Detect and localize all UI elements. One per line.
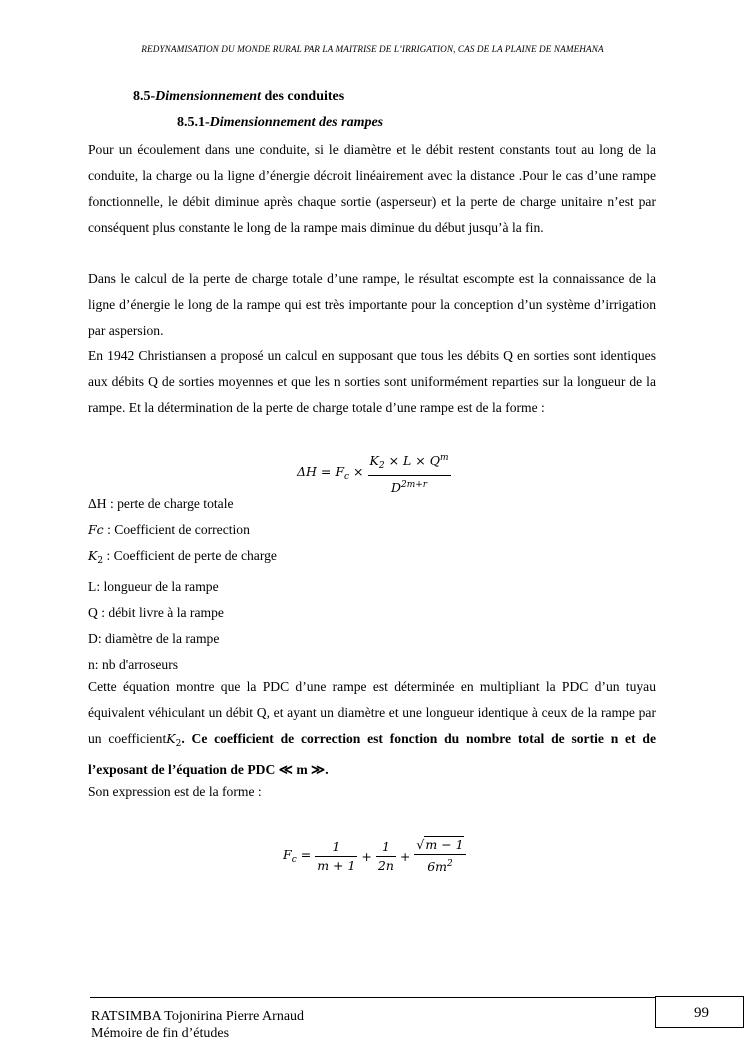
footer-subtitle: Mémoire de fin d’études xyxy=(91,1026,230,1041)
footer-author: RATSIMBA Tojonirina Pierre Arnaud xyxy=(91,1009,305,1024)
definition-text: : Coefficient de perte de charge xyxy=(103,548,277,563)
page-number: 99 xyxy=(655,996,744,1028)
definition-item xyxy=(88,626,277,652)
section-heading xyxy=(133,89,344,105)
sqrt-icon: √ xyxy=(416,837,425,852)
subsection-title: Dimensionnement des rampes xyxy=(209,115,384,130)
section-number: 8.5- xyxy=(133,89,156,104)
definition-symbol: L xyxy=(88,579,97,594)
definition-text: : longueur de la rampe xyxy=(96,579,219,594)
section-title-rest: des conduites xyxy=(260,89,345,104)
section-title-italic: Dimensionnement xyxy=(155,89,261,104)
definition-item xyxy=(88,543,277,574)
definition-text: : Coefficient de correction xyxy=(103,522,250,537)
eq2-fraction-3: $\frac{√m - 1}{6m^2}$ xyxy=(416,837,464,874)
running-header: REDYNAMISATION DU MONDE RURAL PAR LA MAITRISE DE L’IRRIGATION, CAS DE LA PLAINE DE NAMEHANA xyxy=(141,44,604,54)
definition-symbol-sub: 2 xyxy=(97,556,104,566)
definition-item xyxy=(88,574,277,600)
definition-text: : perte de charge totale xyxy=(106,496,234,511)
definition-text: : débit livre à la rampe xyxy=(97,605,224,620)
eq1-fraction xyxy=(368,449,451,497)
definition-list xyxy=(88,491,277,678)
definition-text: : diamètre de la rampe xyxy=(97,631,220,646)
eq2-lhs: $F_c$ = xyxy=(283,847,312,865)
eq2-sqrt-numerator: √m − 1 xyxy=(414,836,465,855)
paragraph-5: Son expression est de la forme : xyxy=(88,784,262,799)
definition-item xyxy=(88,491,277,517)
paragraph-4: Cette équation montre que la PDC d’une rampe est déterminée en multipliant la PDC d’un tuyau équivalent véhiculant un débit Q, et ayant un diamètre et une longueur identique à ceux de la rampe par un coefficientK$_2$. Ce coefficient de correction est fonction du nombre total de sortie n et de l’exposant de l’équation de PDC ≪ m ≫. xyxy=(88,679,656,777)
p4-variable: K xyxy=(166,731,176,746)
paragraph-2: Dans le calcul de la perte de charge totale d’une rampe, le résultat escompte est la connaissance de la ligne d’énergie le long de la rampe qui est très importante pour la conception d’un système d’irrigation par aspersion. xyxy=(88,271,656,338)
equation-correction-coefficient: $F_c$ = $\frac{1}{m + 1}$ + $\frac{1}{2n}$ + $\frac{√m - 1}{6m^2}$ xyxy=(283,837,464,874)
definition-symbol: Q xyxy=(88,605,98,620)
definition-symbol: D xyxy=(88,631,98,646)
subsection-heading xyxy=(177,115,383,131)
eq2-fraction-1: $\frac{1}{m + 1}$ xyxy=(317,838,356,873)
definition-item xyxy=(88,517,277,543)
paragraph-3: En 1942 Christiansen a proposé un calcul en supposant que tous les débits Q en sorties sont identiques aux débits Q de sorties moyennes et que les n sorties sont uniformément reparties sur la longueur de la rampe. Et la détermination de la perte de charge totale d’une rampe est de la forme : xyxy=(88,348,656,415)
definition-text: : nb d'arroseurs xyxy=(94,657,179,672)
definition-item xyxy=(88,600,277,626)
definition-symbol: K xyxy=(88,548,98,563)
eq1-lhs: $\Delta H = F_c$ × xyxy=(297,464,364,482)
eq1-denominator: $D^{2m+r}$ xyxy=(390,480,428,495)
equation-head-loss xyxy=(297,449,451,495)
eq1-numerator: $K_2 \times L \times Q^m$ xyxy=(368,449,451,476)
footer-divider xyxy=(90,997,656,998)
definition-symbol: Fc xyxy=(88,522,104,537)
eq2-fraction-2: $\frac{1}{2n}$ xyxy=(377,838,394,873)
definition-symbol: ΔH xyxy=(88,496,107,511)
definition-symbol: n xyxy=(88,657,95,672)
subsection-number: 8.5.1- xyxy=(177,115,210,130)
paragraph-1: Pour un écoulement dans une conduite, si le diamètre et le débit restent constants tout au long de la conduite, la charge ou la ligne d’énergie décroit linéairement avec la distance .Pour le cas d’une rampe fonctionnelle, le débit diminue après chaque sortie (asperseur) et la perte de charge unitaire n’est par conséquent plus constante le long de la rampe mais diminue du début jusqu’à la fin. xyxy=(88,142,656,235)
